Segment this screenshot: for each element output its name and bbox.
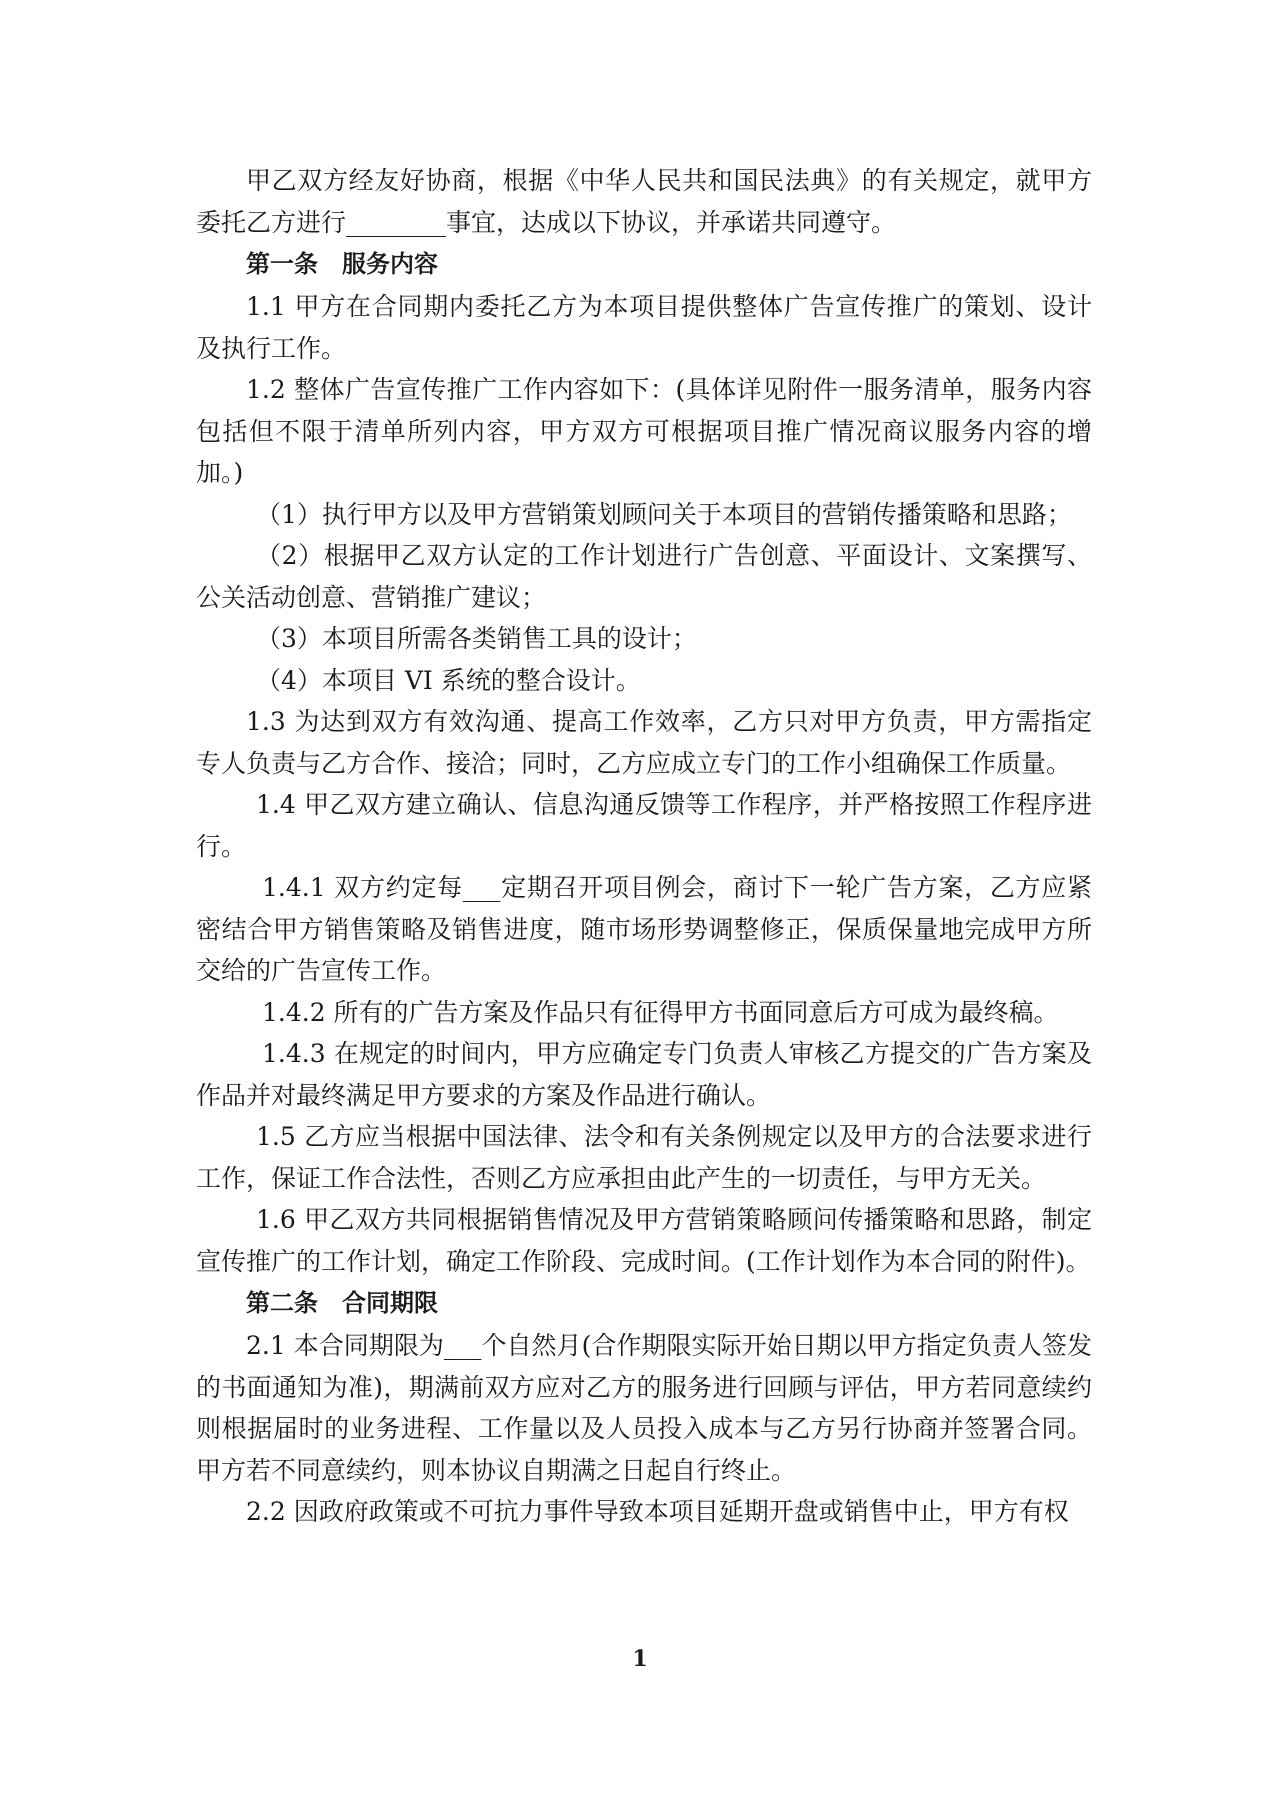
list-item-1: （1）执行甲方以及甲方营销策划顾问关于本项目的营销传播策略和思路；: [256, 499, 1072, 529]
list-item-2: （2）根据甲乙双方认定的工作计划进行广告创意、平面设计、文案撰写、公关活动创意、营销推广建议；: [196, 541, 1092, 612]
list-item-3: （3）本项目所需各类销售工具的设计；: [256, 624, 697, 653]
clause-1-6: 1.6 甲乙双方共同根据销售情况及甲方营销策略顾问传播策略和思路，制定宣传推广的工作计划，确定工作阶段、完成时间。(工作计划作为本合同的附件)。: [196, 1205, 1092, 1276]
clause-1-4-2: 1.4.2 所有的广告方案及作品只有征得甲方书面同意后方可成为最终稿。: [262, 997, 1059, 1027]
clause-1-3: 1.3 为达到双方有效沟通、提高工作效率，乙方只对甲方负责，甲方需指定专人负责与乙方合作、接洽；同时，乙方应成立专门的工作小组确保工作质量。: [196, 707, 1092, 778]
clause-2-2: 2.2 因政府政策或不可抗力事件导致本项目延期开盘或销售中止，甲方有权: [246, 1497, 1069, 1526]
article-1-heading: 第一条 服务内容: [246, 250, 438, 278]
clause-1-1: 1.1 甲方在合同期内委托乙方为本项目提供整体广告宣传推广的策划、设计及执行工作。: [196, 292, 1092, 363]
clause-1-4-1: 1.4.1 双方约定每___定期召开项目例会，商讨下一轮广告方案，乙方应紧密结合甲方销售策略及销售进度，随市场形势调整修正，保质保量地完成甲方所交给的广告宣传工作。: [196, 873, 1092, 985]
page-number: 1: [632, 1646, 648, 1672]
intro-paragraph: 甲乙双方经友好协商，根据《中华人民共和国民法典》的有关规定，就甲方委托乙方进行________事宜，达成以下协议，并承诺共同遵守。: [196, 166, 1092, 237]
clause-1-5: 1.5 乙方应当根据中国法律、法令和有关条例规定以及甲方的合法要求进行工作，保证工作合法性，否则乙方应承担由此产生的一切责任，与甲方无关。: [196, 1122, 1092, 1193]
list-item-4: （4）本项目 VI 系统的整合设计。: [256, 665, 641, 695]
contract-page: [196, 160, 1092, 1533]
clause-1-2: 1.2 整体广告宣传推广工作内容如下：(具体详见附件一服务清单，服务内容包括但不限于清单所列内容，甲方双方可根据项目推广情况商议服务内容的增加。): [196, 375, 1092, 487]
article-2-heading: 第二条 合同期限: [246, 1289, 438, 1317]
clause-1-4-3: 1.4.3 在规定的时间内，甲方应确定专门负责人审核乙方提交的广告方案及作品并对最终满足甲方要求的方案及作品进行确认。: [196, 1039, 1092, 1110]
clause-1-4: 1.4 甲乙双方建立确认、信息沟通反馈等工作程序，并严格按照工作程序进行。: [196, 790, 1092, 861]
clause-2-1: 2.1 本合同期限为___个自然月(合作期限实际开始日期以甲方指定负责人签发的书面通知为准)，期满前双方应对乙方的服务进行回顾与评估，甲方若同意续约则根据届时的业务进程、工作量以及人员投入成本与乙方另行协商并签署合同。甲方若不同意续约，则本协议自期满之日起自行终止。: [196, 1331, 1092, 1485]
